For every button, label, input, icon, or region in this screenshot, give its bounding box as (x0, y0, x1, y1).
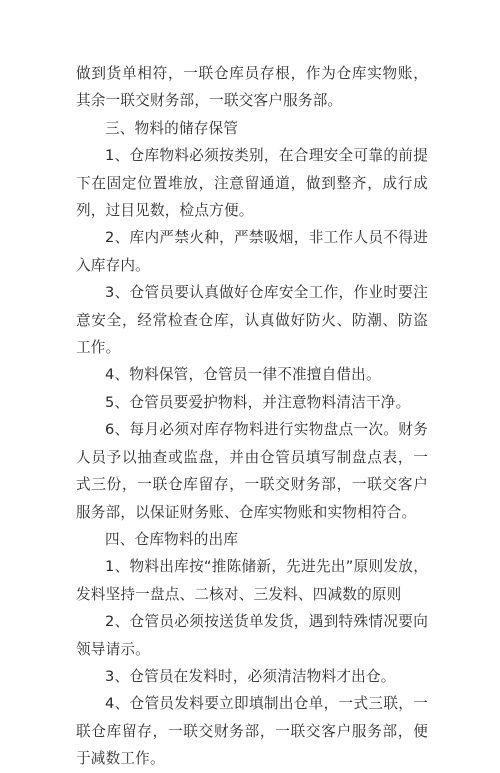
outbound-rule-4: 4、仓管员发料要立即填制出仓单，一式三联，一联仓库留存，一联交财务部，一联交客户服务部，便于减数工作。 (76, 695, 428, 768)
storage-rule-5: 5、仓管员要爱护物料，并注意物料清洁干净。 (105, 393, 411, 411)
storage-rule-6: 6、每月必须对库存物料进行实物盘点一次。财务人员予以抽查或监盘，并由仓管员填写制盘点表，一式三份，一联仓库留存，一联交财务部，一联交客户服务部，以保证财务账、仓库实物账和实物相符合。 (76, 421, 428, 521)
outbound-rule-2: 2、仓管员必须按送货单发货，遇到特殊情况要向领导请示。 (76, 613, 428, 658)
outbound-rule-3: 3、仓管员在发料时，必须清洁物料才出仓。 (105, 667, 396, 685)
outbound-rule-1: 1、物料出库按“推陈储新，先进先出”原则发放，发料坚持一盘点、二核对、三发料、四减数的原则 (76, 558, 428, 603)
paragraph-continuation: 做到货单相符，一联仓库员存根，作为仓库实物账，其余一联交财务部，一联交客户服务部。 (76, 65, 428, 110)
storage-rule-3: 3、仓管员要认真做好仓库安全工作，作业时要注意安全，经常检查仓库，认真做好防火、防潮、防盗工作。 (76, 284, 428, 357)
section-heading-outbound: 四、仓库物料的出库 (105, 530, 239, 548)
storage-rule-1: 1、仓库物料必须按类别，在合理安全可靠的前提下在固定位置堆放，注意留通道，做到整齐，成行成列，过目见数，检点方便。 (76, 147, 428, 220)
storage-rule-4: 4、物料保管，仓管员一律不准擅自借出。 (105, 366, 381, 384)
storage-rule-2: 2、库内严禁火种，严禁吸烟，非工作人员不得进入库存内。 (76, 229, 428, 274)
document-body (76, 60, 428, 773)
section-heading-storage: 三、物料的储存保管 (105, 119, 239, 137)
